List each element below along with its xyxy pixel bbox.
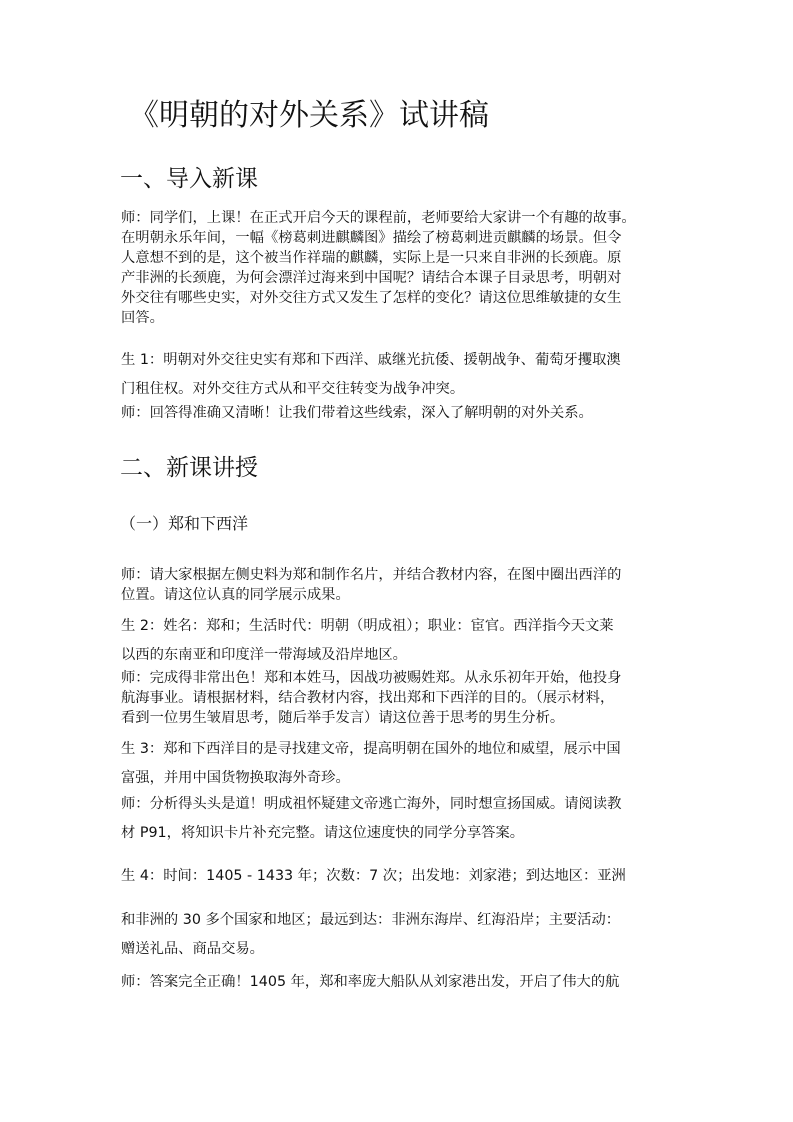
text-line: 门租住权。对外交往方式从和平交往转变为战争冲突。	[121, 381, 465, 397]
text-line: 师：答案完全正确！1405 年，郑和率庞大船队从刘家港出发，开启了伟大的航	[121, 974, 620, 990]
paragraph	[121, 906, 672, 964]
text-line: 师：同学们，上课！在正式开启今天的课程前，老师要给大家讲一个有趣的故事。	[121, 210, 636, 226]
document-title: 《明朝的对外关系》试讲稿	[129, 98, 489, 133]
text-line: 富强，并用中国货物换取海外奇珍。	[121, 770, 350, 786]
text-line: 回答。	[121, 310, 164, 326]
text-line: 外交往有哪些史实，对外交往方式又发生了怎样的变化？请这位思维敏捷的女生	[121, 290, 622, 306]
text-line: 材 P91，将知识卡片补充完整。请这位速度快的同学分享答案。	[121, 825, 525, 841]
paragraph	[121, 866, 672, 886]
paragraph	[121, 565, 672, 605]
text-line: 生 3：郑和下西洋目的是寻找建文帝，提高明朝在国外的地位和威望，展示中国	[121, 741, 621, 757]
paragraph	[121, 612, 672, 670]
text-line: 位置。请这位认真的同学展示成果。	[121, 587, 350, 603]
section-heading: 一、导入新课	[120, 166, 258, 192]
paragraph	[121, 735, 672, 793]
text-line: 生 1：明朝对外交往史实有郑和下西洋、戚继光抗倭、援朝战争、葡萄牙攫取澳	[121, 352, 621, 368]
text-line: 生 2：姓名：郑和；生活时代：明朝（明成祖）；职业：宦官。西洋指今天文莱	[121, 618, 614, 634]
text-line: 以西的东南亚和印度洋一带海域及沿岸地区。	[121, 647, 407, 663]
paragraph	[121, 668, 672, 728]
text-line: 和非洲的 30 多个国家和地区；最远到达：非洲东海岸、红海沿岸；主要活动：	[121, 912, 621, 928]
sub-heading: （一）郑和下西洋	[120, 514, 249, 533]
text-line: 生 4：时间：1405 - 1433 年；次数：7 次；出发地：刘家港；到达地区：亚洲	[121, 868, 626, 884]
text-line: 师：分析得头头是道！明成祖怀疑建文帝逃亡海外，同时想宣扬国威。请阅读教	[121, 796, 622, 812]
paragraph	[121, 346, 672, 404]
paragraph	[121, 403, 672, 423]
text-line: 赠送礼品、商品交易。	[121, 941, 264, 957]
text-line: 师：请大家根据左侧史料为郑和制作名片，并结合教材内容，在图中圈出西洋的	[121, 567, 622, 583]
section-heading: 二、新课讲授	[120, 455, 258, 481]
text-line: 师：完成得非常出色！郑和本姓马，因战功被赐姓郑。从永乐初年开始，他投身	[121, 670, 622, 686]
text-line: 在明朝永乐年间，一幅《榜葛刺进麒麟图》描绘了榜葛刺进贡麒麟的场景。但令	[121, 230, 622, 246]
text-line: 航海事业。请根据材料，结合教材内容，找出郑和下西洋的目的。（展示材料，	[121, 690, 615, 706]
paragraph	[121, 208, 672, 328]
paragraph	[121, 972, 672, 992]
text-line: 产非洲的长颈鹿，为何会漂洋过海来到中国呢？请结合本课子目录思考，明朝对	[121, 270, 622, 286]
text-line: 师：回答得准确又清晰！让我们带着这些线索，深入了解明朝的对外关系。	[121, 405, 593, 421]
paragraph	[121, 790, 672, 848]
text-line: 人意想不到的是，这个被当作祥瑞的麒麟，实际上是一只来自非洲的长颈鹿。原	[121, 250, 622, 266]
text-line: 看到一位男生皱眉思考，随后举手发言）请这位善于思考的男生分析。	[121, 710, 565, 726]
